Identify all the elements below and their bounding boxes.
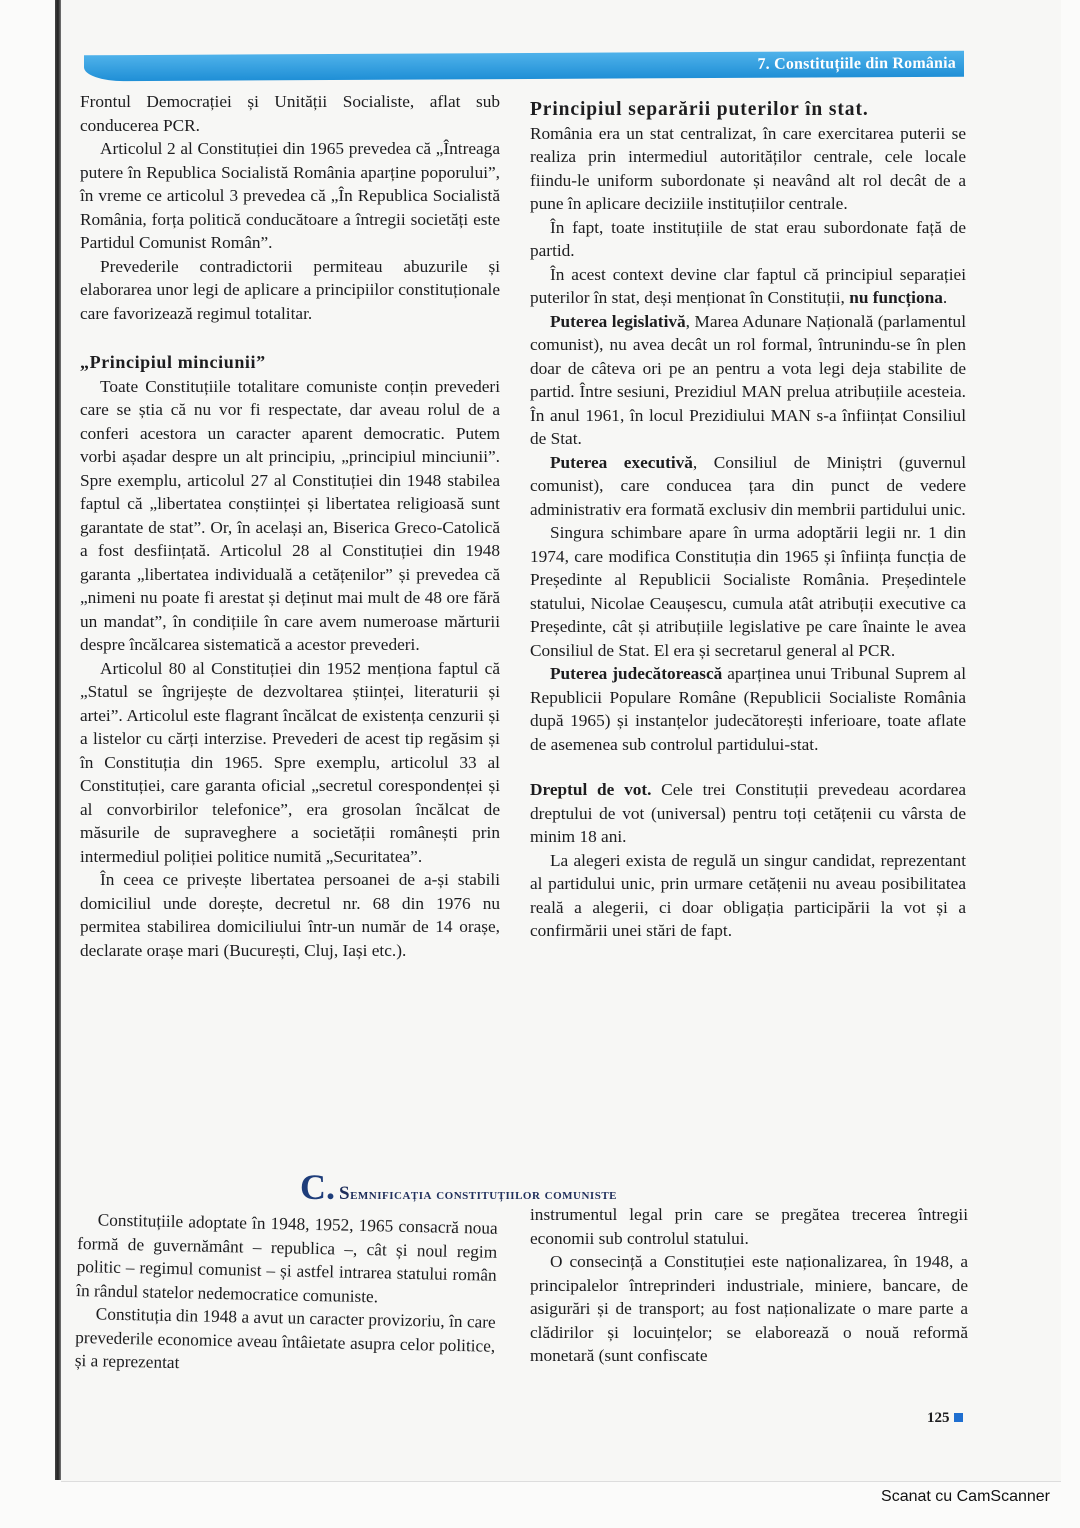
paragraph: În fapt, toate instituțiile de stat erau subordonate față de partid.: [530, 217, 966, 260]
page-number-square-icon: [954, 1413, 963, 1422]
paragraph: Singura schimbare apare în urma adoptării legii nr. 1 din 1974, care modifica Constituția din 1965 și înființa funcția de Președinte al Republicii Socialiste România. Președintele statului, Nicolae Ceaușescu, cumula atât atribuții executive ca Președinte, cât și atribuțiile legislative pe care înainte le avea Consiliul de Stat. El era și secretarul general al PCR.: [530, 523, 966, 660]
section-c-right-column: [530, 1203, 968, 1368]
paragraph: În ceea ce privește libertatea persoanei de a-și stabili domiciliul unde dorește, decretul nr. 68 din 1976 nu permitea stabilirea domiciliului într-un număr de 14 orașe, declarate orașe mari (București, Cluj, Iași etc.).: [80, 870, 500, 960]
section-c-left-column: [75, 1208, 498, 1381]
paragraph: Articolul 2 al Constituției din 1965 prevedea că „Întreaga putere în Republica Socialistă România aparține poporului”, în vreme ce articolul 3 prevedea că „În Republica Socialistă România, forța politică conducătoare a întregii societăți este Partidul Comunist Român”.: [80, 139, 500, 252]
left-column-top: [80, 90, 500, 962]
text: .: [942, 288, 948, 307]
title-rest: emnificația constituțiilor comuniste: [350, 1187, 618, 1203]
bold-lead: Puterea executivă: [550, 452, 693, 472]
paragraph: Articolul 80 al Constituției din 1952 menționa faptul că „Statul se îngrijește de dezvoltarea științei, literaturii și artei”. Articolul este flagrant încălcat de existența cenzurii și a listelor cu cărți interzise. Prevederi de acest tip regăsim și în Constituția din 1965. Spre exemplu, articolul 33 al Constituției, care garanta oficial „secretul corespondenței și al convorbirilor telefonice”, era grosolan încălcat de măsurile de supraveghere a societății românești prin intermediul poliției politice numită „Securitatea”.: [80, 658, 500, 866]
text: În acest context devine clar faptul că principiul separației puterilor în stat, deși menționat în Constituții,: [530, 264, 966, 307]
bold-lead: Puterea legislativă: [550, 311, 686, 331]
paragraph: O consecință a Constituției este naționalizarea, în 1948, a principalelor întreprinderi industriale, miniere, bancare, de asigurări și de transport; au fost naționalizate o mare parte a clădirilor și locuințelor; se elaborează o nouă reformă monetară (sunt confiscate: [530, 1252, 968, 1365]
text: aparținea unui Tribunal Suprem al Republicii Populare Române (Republicii Socialiste România după 1965) și instanțelor judecătorești inferioare, toate aflate de asemenea sub controlul partidului-stat.: [530, 664, 966, 754]
paragraph: instrumentul legal prin care se pregătea trecerea întregii economii sub controlul statului.: [530, 1205, 968, 1248]
paragraph: La alegeri exista de regulă un singur candidat, reprezentant al partidului unic, prin urmare cetățenii nu aveau posibilitatea reală a alegerii, ci doar obligația participării la vot și a confirmării unei stări de fapt.: [530, 850, 966, 940]
right-column-top: [530, 98, 966, 943]
bold-text: nu funcționa: [849, 288, 943, 307]
paragraph: [530, 662, 966, 756]
paragraph: [530, 310, 966, 451]
paragraph: Constituțiile adoptate în 1948, 1952, 1965 consacră noua formă de guvernământ – republica –, cât și noul regim politic – regimul comunist – și astfel intrarea statului român în rândul statelor nedemocratice comuniste.: [76, 1210, 498, 1306]
paragraph: [530, 263, 966, 310]
bold-lead: Dreptul de vot.: [530, 780, 652, 799]
paragraph: Constituția din 1948 a avut un caracter provizoriu, în care prevederile economice aveau întâietate asupra celor politice, și a reprezentat: [74, 1304, 496, 1373]
text: , Marea Adunare Națională (parlamentul comunist), nu avea decât un rol formal, întrunindu-se în plen doar de câteva ori pe an pentru a vota legi deja stabilite de partid. Între sesiuni, Prezidiul MAN prelua atribuțiile acesteia. În anul 1961, în locul Prezidiului MAN s-a înființat Consiliul de Stat.: [530, 311, 966, 448]
section-title-text: [339, 1183, 618, 1204]
paragraph: [530, 778, 966, 849]
page-number: [927, 1410, 963, 1427]
text: Cele trei Constituții prevedeau acordarea dreptului de vot (universal) pentru toți cetățenii cu vârsta de minim 18 ani.: [530, 780, 966, 846]
section-letter: C.: [300, 1167, 335, 1207]
paragraph: [530, 451, 966, 522]
subheading-principiul-minciunii: „Principiul minciunii”: [80, 352, 266, 372]
paragraph: Prevederile contradictorii permiteau abuzurile și elaborarea unor legi de aplicare a principiilor constituționale care favorizează regimul totalitar.: [80, 256, 500, 323]
bold-lead: Puterea judecătorească: [550, 664, 723, 683]
paragraph: Toate Constituțiile totalitare comuniste conțin prevederi care se știa că nu vor fi respectate, dar aveau rolul de a conferi acestora un caracter aparent democratic. Putem vorbi așadar despre un alt principiu, „principiul minciunii”. Spre exemplu, articolul 27 al Constituției din 1948 stabilea faptul că „libertatea conștiinței și libertatea religioasă sunt garantate de stat”. Or, în același an, Biserica Greco-Catolică a fost desființată. Articolul 28 al Constituției din 1948 garanta „libertatea individuală a cetățenilor” și prevedea că „nimeni nu poate fi arestat și deținut mai mult de 48 ore fără un mandat”, în condițiile în care avem numeroase mărturii despre încălcarea sistematică a acestor prevederi.: [80, 376, 500, 654]
chapter-title: 7. Constituțiile din România: [757, 54, 956, 73]
text: , Consiliul de Miniștri (guvernul comunist), care conducea țara din punct de vedere administrativ era formată exclusiv din membrii partidului unic.: [530, 452, 967, 519]
title-initial: S: [339, 1183, 351, 1204]
book-binding-shadow: [55, 0, 61, 1480]
page-number-text: 125: [927, 1410, 950, 1426]
section-c-title: [300, 1166, 617, 1208]
paragraph: Frontul Democrației și Unității Socialiste, aflat sub conducerea PCR.: [80, 92, 500, 135]
subheading-separarea-puterilor: Principiul separării puterilor în stat.: [530, 99, 869, 120]
paragraph: România era un stat centralizat, în care exercitarea puterii se realiza prin intermediul autorităților centrale, cele locale fiindu-le uniform subordonate și neavând alt rol decât de a pune în aplicare deciziile instituțiilor centrale.: [530, 123, 966, 213]
scanner-watermark: Scanat cu CamScanner: [881, 1488, 1050, 1505]
chapter-header-bar: [84, 51, 964, 82]
